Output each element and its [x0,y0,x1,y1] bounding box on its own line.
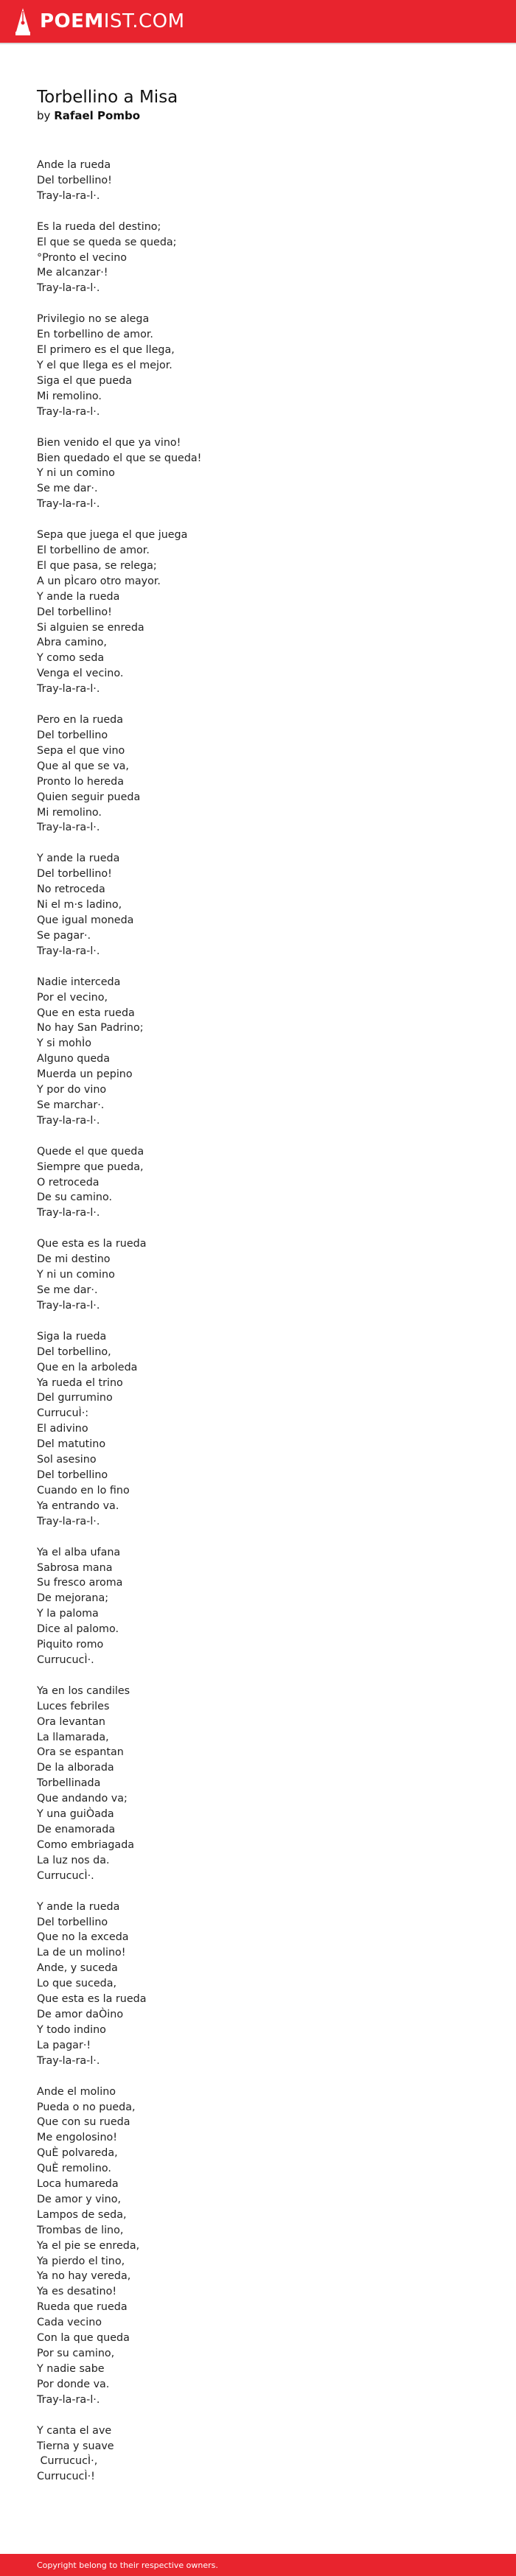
poem-line: Por el vecino, [37,991,108,1004]
poem-stanza [37,1236,494,1314]
poem-line: Y canta el ave [37,2424,112,2437]
poem-line: Del torbellino [37,729,108,741]
poem-line: Dice al palomo. [37,1623,119,1636]
poem-line: Ya el alba ufana [37,1546,121,1558]
poem-line: °Pronto el vecino [37,251,127,264]
poem-line: QuÈ remolino. [37,2163,111,2175]
poem-line: De mejorana; [37,1592,109,1605]
poem-stanza [37,2423,494,2485]
poem-line: Y ande la rueda [37,1900,120,1913]
poem-line: Del torbellino, [37,1345,111,1358]
poem-line: Que en la arboleda [37,1361,138,1373]
poem-line: Siempre que pueda, [37,1161,144,1173]
poem-line: Ande, y suceda [37,1962,118,1975]
poem-line: Del gurrumino [37,1392,113,1404]
poem-line: De la alborada [37,1762,114,1774]
poem-line: El primero es el que llega, [37,344,175,357]
poem-line: De amor daÒino [37,2008,124,2020]
poem-line: Tray-la-ra-l·. [37,1207,100,1219]
poem-line: CurrucucÌ·, [37,2455,98,2468]
poem-line: Pero en la rueda [37,714,124,727]
poem-stanza [37,1329,494,1530]
poem-line: Pueda o no pueda, [37,2101,136,2113]
poem-line: El torbellino de amor. [37,545,150,557]
poem-line: No hay San Padrino; [37,1022,144,1035]
poem-line: Ya entrando va. [37,1499,119,1512]
poem-line: Y todo indino [37,2023,106,2036]
poem-line: De su camino. [37,1191,113,1204]
poem-line: Ya rueda el trino [37,1376,123,1389]
poem-line: La pagar·! [37,2039,91,2051]
poem-line: Tray-la-ra-l·. [37,498,100,511]
poem-line: Abra camino, [37,637,107,649]
poem-stanza [37,2085,494,2408]
poem-line: Su fresco aroma [37,1577,123,1589]
poem-title: Torbellino a Misa [37,88,178,107]
poem-line: CurrucucÌ·. [37,1869,94,1882]
poem-line: Se me dar·. [37,1284,98,1296]
poem-line: Rueda que rueda [37,2301,128,2314]
poem-line: Me alcanzar·! [37,267,108,279]
poem-line: Ora levantan [37,1715,105,1728]
poem-stanza [37,312,494,419]
poem-line: De mi destino [37,1253,111,1266]
by-label: by [37,109,51,122]
poem-line: Tray-la-ra-l·. [37,405,100,418]
poem-line: Y por do vino [37,1084,107,1096]
poem-line: Quien seguir pueda [37,791,141,803]
logo-text-light: IST.COM [103,10,185,32]
poem-line: Tray-la-ra-l·. [37,1114,100,1127]
poem-line: Venga el vecino. [37,668,124,680]
poem-line: Por donde va. [37,2378,110,2390]
poem-line: Mi remolino. [37,390,102,402]
poem-line: Del torbellino [37,1469,108,1481]
poem-line: Que con su rueda [37,2116,130,2129]
poem-stanza [37,1684,494,1884]
logo-text [40,0,185,43]
poem-line: Del torbellino [37,1916,108,1928]
poem-line: Con la que queda [37,2332,130,2345]
poem-line: Ya es desatino! [37,2286,117,2298]
poem-line: Se pagar·. [37,929,91,942]
poem-line: Que igual moneda [37,914,134,926]
poem-line: Ya en los candiles [37,1684,130,1697]
poem-line: Del matutino [37,1438,106,1451]
poem-line: Ya pierdo el tino, [37,2255,125,2267]
poem-line: Del torbellino! [37,606,112,618]
poem-stanza [37,851,494,959]
logo-text-bold: POEM [40,10,104,32]
poem-line: Tray-la-ra-l·. [37,1299,100,1312]
poem-line: CurrucucÌ·. [37,1653,94,1666]
poem-line: Luces febriles [37,1700,110,1712]
poem-line: Y nadie sabe [37,2362,105,2375]
poem-line: Que al que se va, [37,760,129,772]
poem-line: Y el que llega es el mejor. [37,359,172,371]
poem-line: Ora se espantan [37,1746,124,1759]
poem-line: La de un molino! [37,1947,126,1959]
poem-line: Cuando en lo fino [37,1484,130,1497]
poem-stanza [37,158,494,204]
poem-line: Y ande la rueda [37,590,120,603]
poem-line: Que no la exceda [37,1931,129,1944]
poem-line: Tray-la-ra-l·. [37,683,100,696]
poem-line: Que esta es la rueda [37,1993,147,2006]
poem-line: Es la rueda del destino; [37,220,161,233]
site-footer [0,2554,516,2576]
poem-line: Mi remolino. [37,806,102,819]
poem-line: O retroceda [37,1176,100,1189]
copyright-text: Copyright belong to their respective owners. [37,2560,218,2570]
poem-line: Sepa que juega el que juega [37,529,188,542]
site-header [0,0,516,43]
poem-stanza [37,1545,494,1668]
poem-line: Y una guiÒada [37,1808,114,1821]
poem-line: Ande el molino [37,2085,116,2098]
poem-line: El que se queda se queda; [37,236,177,248]
poem-line: Sepa el que vino [37,744,125,757]
poem-line: Por su camino, [37,2348,115,2359]
poem-line: De amor y vino, [37,2193,121,2205]
poem-line: Pronto lo hereda [37,775,124,788]
poem-line: Tray-la-ra-l·. [37,1515,100,1527]
poem-line: Tierna y suave [37,2440,114,2452]
poem-line: Del torbellino! [37,868,112,881]
poem-stanza [37,1144,494,1222]
poem-line: Tray-la-ra-l·. [37,945,100,957]
poem-line: Ande la rueda [37,159,111,171]
poem-line: Se marchar·. [37,1099,105,1111]
poem-line: Lo que suceda, [37,1978,117,1990]
poem-line: Tray-la-ra-l·. [37,282,100,295]
poem-line: El que pasa, se relega; [37,559,157,572]
poem-line: Tray-la-ra-l·. [37,822,100,834]
poem-line: No retroceda [37,883,105,896]
poem-line: Siga la rueda [37,1330,107,1343]
poem-line: Ni el m·s ladino, [37,899,122,911]
poem-line: Siga el que pueda [37,374,132,387]
poem-line: Me engolosino! [37,2132,118,2144]
poem-line: Se me dar·. [37,483,98,495]
poem-line: Alguno queda [37,1053,111,1065]
poem-line: Que esta es la rueda [37,1238,147,1250]
poem-stanza [37,975,494,1129]
poem-line: QuÈ polvareda, [37,2147,118,2160]
poem-line: Privilegio no se alega [37,313,150,326]
poem-line: Quede el que queda [37,1145,144,1158]
author-name[interactable]: Rafael Pombo [54,109,141,122]
poem-line: Loca humareda [37,2178,119,2191]
poem-line: A un pÌcaro otro mayor. [37,575,161,587]
poem-line: En torbellino de amor. [37,329,153,341]
poem-line: Cada vecino [37,2317,102,2329]
poem-line: Tray-la-ra-l·. [37,2054,100,2067]
poem-line: CurrucucÌ·! [37,2471,95,2483]
poem-stanza [37,435,494,513]
poem-line: Como embriagada [37,1838,135,1851]
poem-line: El adivino [37,1423,88,1435]
poem-line: Que en esta rueda [37,1007,135,1019]
poem-line: Y si mohÌo [37,1037,91,1050]
poem-line: Y como seda [37,652,105,665]
poem-line: Y ni un comino [37,467,115,480]
poem-line: Torbellinada [37,1777,101,1790]
poem-line: Ya no hay vereda, [37,2270,131,2283]
poem-line: Y ni un comino [37,1269,115,1281]
poem-line: Bien venido el que ya vino! [37,436,181,449]
poem-line: Que andando va; [37,1793,128,1805]
poem-stanza [37,713,494,836]
poem-line: Tray-la-ra-l·. [37,2393,100,2406]
poem-line: Tray-la-ra-l·. [37,189,100,202]
poem-line: Y la paloma [37,1608,99,1620]
poem-line: La luz nos da. [37,1854,110,1866]
poem-line: Sabrosa mana [37,1561,113,1574]
poem-line: De enamorada [37,1824,116,1835]
poem-stanza [37,220,494,297]
poem-line: Bien quedado el que se queda! [37,452,202,464]
poem-line: Piquito romo [37,1639,104,1651]
poem-line: Del torbellino! [37,174,112,186]
header-divider [0,43,516,44]
poem-line: Y ande la rueda [37,853,120,865]
poem-container [37,86,494,2500]
poem-line: Muerda un pepino [37,1068,133,1081]
poem-line: Si alguien se enreda [37,621,144,634]
poem-body [37,158,494,2485]
poem-stanza [37,1900,494,2069]
byline [37,108,494,123]
poem-line: Sol asesino [37,1454,97,1466]
poem-line: Trombas de lino, [37,2224,124,2236]
poem-line: Nadie interceda [37,976,121,988]
poem-line: La llamarada, [37,1731,109,1743]
poem-line: Ya el pie se enreda, [37,2239,140,2252]
poem-line: CurrucuÌ·: [37,1407,89,1420]
poem-stanza [37,528,494,697]
pen-nib-icon [15,7,31,36]
site-logo[interactable] [0,0,185,43]
poem-line: Lampos de seda, [37,2208,127,2221]
